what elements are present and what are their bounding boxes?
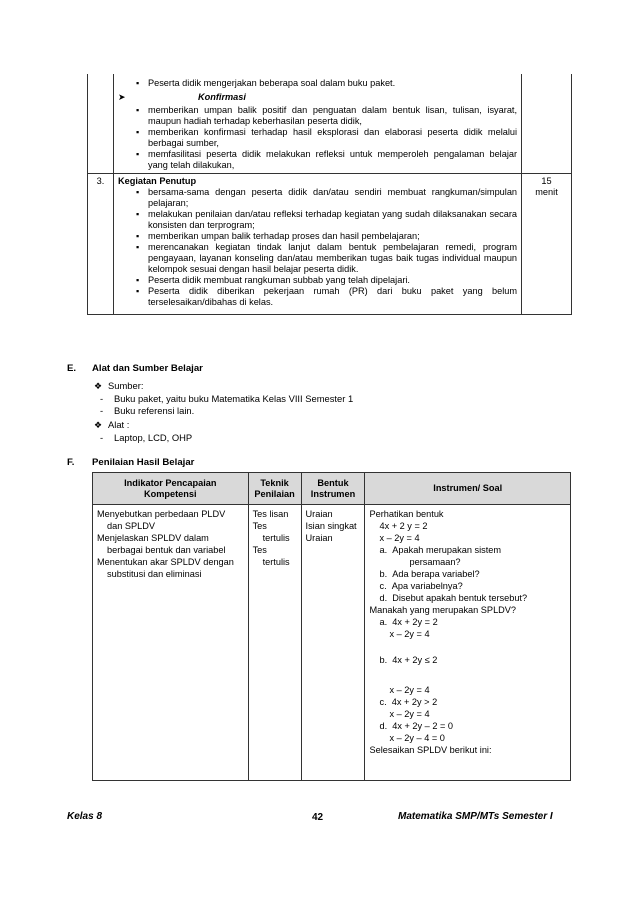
header-instrumen: Instrumen/ Soal [365, 473, 571, 505]
table-header-row [93, 473, 571, 505]
table-row [88, 174, 572, 315]
activity-table [87, 74, 572, 315]
penutup-list [118, 187, 517, 308]
alat-list [92, 432, 392, 444]
diamond-bullet-icon: ❖ [94, 381, 103, 391]
list-item: ▪ memberikan konfirmasi terhadap hasil eksplorasi dan elaborasi peserta didik melalui berbagai sumber, [118, 127, 517, 149]
section-e-letter: E. [67, 363, 77, 374]
table-row [93, 505, 571, 781]
list-item: - Laptop, LCD, OHP [92, 432, 392, 444]
section-f-letter: F. [67, 457, 75, 468]
konfirmasi-heading: ➤ Konfirmasi [117, 92, 246, 102]
section-e-title: Alat dan Sumber Belajar [92, 363, 203, 374]
teknik-cell: Tes lisan Tes tertulis Tes tertulis [248, 505, 301, 781]
list-item: ▪ melakukan penilaian dan/atau refleksi terhadap kegiatan yang sudah dilaksanakan secara konsisten dan terprogram; [118, 209, 517, 231]
list-item: ▪ bersama-sama dengan peserta didik dan/atau sendiri membuat rangkuman/simpulan pelajaran; [118, 187, 517, 209]
list-item: ▪ memberikan umpan balik terhadap proses dan hasil pembelajaran; [118, 231, 517, 242]
list-item: ▪ memberikan umpan balik positif dan penguatan dalam bentuk lisan, tulisan, isyarat, maupun hadiah terhadap keberhasilan peserta didik, [118, 105, 517, 127]
activity-list [118, 78, 517, 89]
list-item: - Buku referensi lain. [92, 405, 492, 417]
alat-label: ❖ Alat : [94, 419, 130, 430]
indikator-cell: Menyebutkan perbedaan PLDV dan SPLDV Menjelaskan SPLDV dalam berbagai bentuk dan variabel Menentukan akar SPLDV dengan substitusi dan eliminasi [93, 505, 249, 781]
footer-right: Matematika SMP/MTs Semester I [398, 811, 553, 822]
list-item: ▪ Peserta didik mengerjakan beberapa soal dalam buku paket. [118, 78, 517, 89]
footer-left: Kelas 8 [67, 811, 103, 822]
bentuk-cell: Uraian Isian singkat Uraian [301, 505, 365, 781]
list-item: - Buku paket, yaitu buku Matematika Kelas VIII Semester 1 [92, 393, 492, 405]
header-teknik: Teknik Penilaian [248, 473, 301, 505]
table-row [88, 74, 572, 174]
list-item: ▪ memfasilitasi peserta didik melakukan refleksi untuk memperoleh pengalaman belajar yang telah dilakukan, [118, 149, 517, 171]
header-bentuk: Bentuk Instrumen [301, 473, 365, 505]
list-item: ▪ merencanakan kegiatan tindak lanjut dalam bentuk pembelajaran remedi, program pengayaan, layanan konseling dan/atau memberikan tugas baik tugas individual maupun kelompok sesuai dengan hasil belajar peserta didik. [118, 242, 517, 275]
row-title: Kegiatan Penutup [117, 176, 197, 186]
soal-cell: Perhatikan bentuk 4x + 2 y = 2 x – 2y = 4 a. Apakah merupakan sistem persamaan? b. Ada berapa variabel? c. Apa variabelnya? d. Disebut apakah bentuk tersebut? Manakah yang merupakan SPLDV? a. 4x + 2y = 2 x – 2y = 4 b. 4x + 2y ≤ 2 x – 2y = 4 c. 4x + 2y > 2 x – 2y = 4 d. 4x + 2y – 2 = 0 x – 2y – 4 = 0 Selesaikan SPLDV berikut ini: [365, 505, 571, 781]
time-cell: 15 menit [522, 174, 572, 315]
arrow-bullet-icon: ➤ [117, 92, 126, 102]
header-indikator: Indikator Pencapaian Kompetensi [93, 473, 249, 505]
assessment-table [92, 472, 571, 781]
list-item: ▪ Peserta didik diberikan pekerjaan rumah (PR) dari buku paket yang belum terselesaikan/dibahas di kelas. [118, 286, 517, 308]
konfirmasi-list [118, 105, 517, 171]
diamond-bullet-icon: ❖ [94, 420, 103, 430]
list-item: ▪ Peserta didik membuat rangkuman subbab yang telah dipelajari. [118, 275, 517, 286]
page-number: 42 [312, 812, 324, 823]
sumber-label: ❖ Sumber: [94, 380, 144, 391]
row-number: 3. [88, 174, 114, 315]
section-f-title: Penilaian Hasil Belajar [92, 457, 195, 468]
sumber-list [92, 393, 492, 417]
